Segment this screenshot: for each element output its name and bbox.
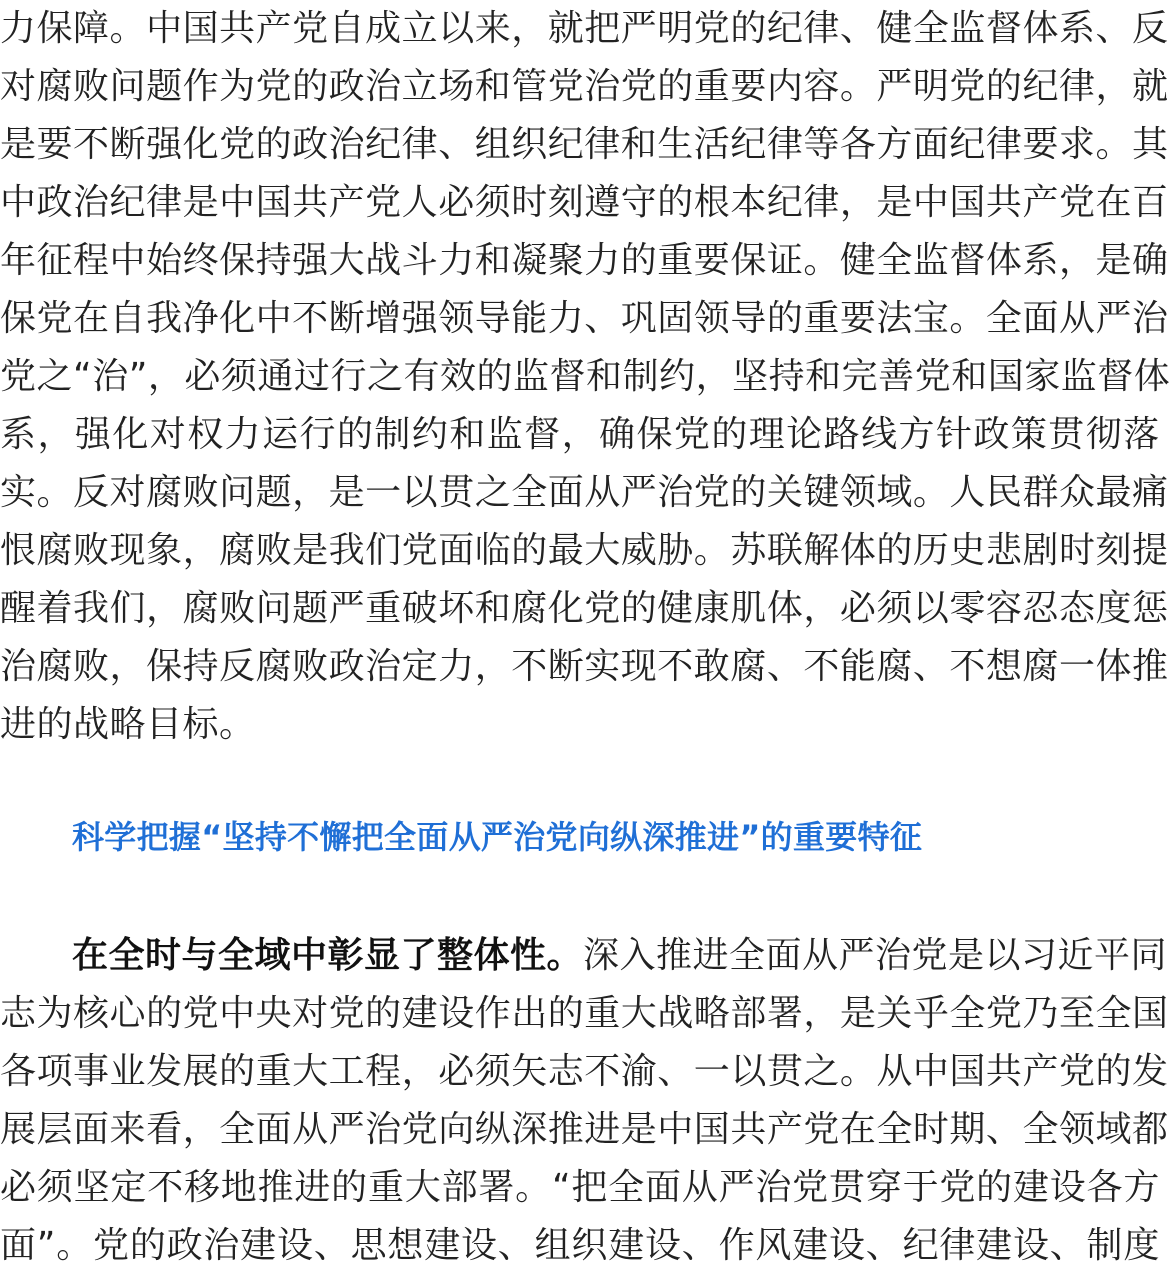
paragraph-first-line — [72, 927, 1168, 985]
paragraph-line: 力 保 障 。 中 国 共 产 党 自 成 立 以 来 ， 就 把 严 明 党 的 纪 律 、 健 全 监 督 体 系 、 反 — [0, 8, 1169, 49]
paragraph-lead-rest: 深入推进全面从严治党是以习近平同 — [583, 935, 1168, 976]
paragraph-line: 面 ” 。 党 的 政 治 建 设 、 思 想 建 设 、 组 织 建 设 、 作 风 建 设 、 纪 律 建 设 、 制 度 — [0, 1225, 1160, 1266]
paragraph-line: 治 腐 败 ， 保 持 反 腐 败 政 治 定 力 ， 不 断 实 现 不 敢 腐 、 不 能 腐 、 不 想 腐 一 体 推 — [0, 646, 1169, 687]
paragraph-line: 展 层 面 来 看 ， 全 面 从 严 治 党 向 纵 深 推 进 是 中 国 共 产 党 在 全 时 期 、 全 领 域 都 — [0, 1109, 1169, 1150]
paragraph-line: 实 。 反 对 腐 败 问 题 ， 是 一 以 贯 之 全 面 从 严 治 党 的 关 键 领 域 。 人 民 群 众 最 痛 — [0, 472, 1169, 513]
paragraph-line: 中 政 治 纪 律 是 中 国 共 产 党 人 必 须 时 刻 遵 守 的 根 本 纪 律 ， 是 中 国 共 产 党 在 百 — [0, 182, 1169, 223]
paragraph-line: 志 为 核 心 的 党 中 央 对 党 的 建 设 作 出 的 重 大 战 略 部 署 ， 是 关 乎 全 党 乃 至 全 国 — [0, 993, 1169, 1034]
paragraph-line: 恨 腐 败 现 象 ， 腐 败 是 我 们 党 面 临 的 最 大 威 胁 。 苏 联 解 体 的 历 史 悲 剧 时 刻 提 — [0, 530, 1169, 571]
paragraph-line: 各 项 事 业 发 展 的 重 大 工 程 ， 必 须 矢 志 不 渝 、 一 以 贯 之 。 从 中 国 共 产 党 的 发 — [0, 1051, 1169, 1092]
paragraph-line-last: 进的战略目标。 — [0, 704, 256, 745]
paragraph-line: 保 党 在 自 我 净 化 中 不 断 增 强 领 导 能 力 、 巩 固 领 导 的 重 要 法 宝 。 全 面 从 严 治 — [0, 298, 1169, 339]
paragraph-line: 醒 着 我 们 ， 腐 败 问 题 严 重 破 坏 和 腐 化 党 的 健 康 肌 体 ， 必 须 以 零 容 忍 态 度 惩 — [0, 588, 1169, 629]
section-heading: 科学把握“坚持不懈把全面从严治党向纵深推进”的重要特征 — [72, 818, 923, 856]
paragraph-lead-bold: 在全时与全域中彰显了整体性。 — [72, 935, 584, 976]
paragraph-line: 系 ， 强 化 对 权 力 运 行 的 制 约 和 监 督 ， 确 保 党 的 理 论 路 线 方 针 政 策 贯 彻 落 — [0, 414, 1160, 455]
paragraph-line: 对 腐 败 问 题 作 为 党 的 政 治 立 场 和 管 党 治 党 的 重 要 内 容 。 严 明 党 的 纪 律 ， 就 — [0, 66, 1169, 107]
paragraph-line: 必 须 坚 定 不 移 地 推 进 的 重 大 部 署 。 “ 把 全 面 从 严 治 党 贯 穿 于 党 的 建 设 各 方 — [0, 1167, 1160, 1208]
paragraph-line: 党 之 “ 治 ” ， 必 须 通 过 行 之 有 效 的 监 督 和 制 约 ， 坚 持 和 完 善 党 和 国 家 监 督 体 — [0, 356, 1170, 397]
paragraph-line: 是 要 不 断 强 化 党 的 政 治 纪 律 、 组 织 纪 律 和 生 活 纪 律 等 各 方 面 纪 律 要 求 。 其 — [0, 124, 1169, 165]
paragraph-line: 年 征 程 中 始 终 保 持 强 大 战 斗 力 和 凝 聚 力 的 重 要 保 证 。 健 全 监 督 体 系 ， 是 确 — [0, 240, 1169, 281]
